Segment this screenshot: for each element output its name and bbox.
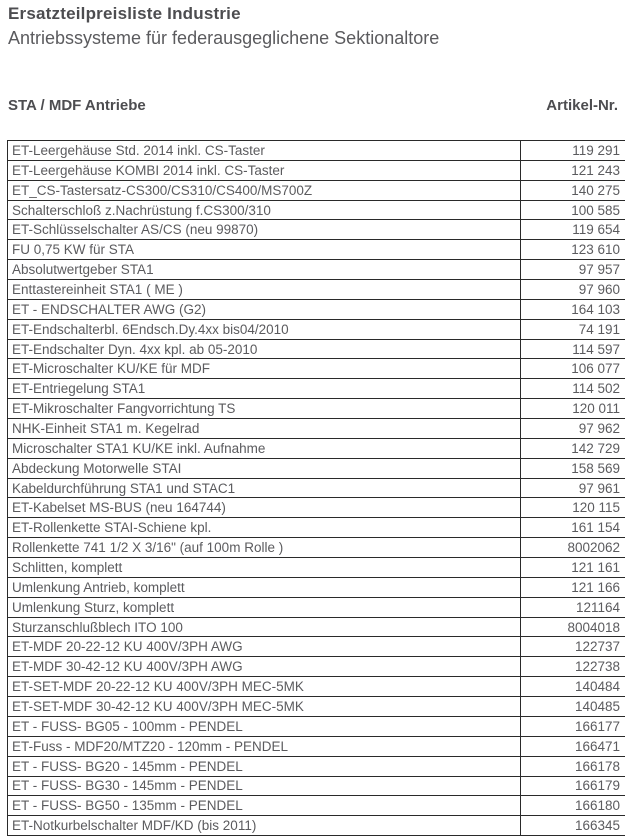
table-row [8,260,625,280]
artikel-nr-cell: 120 115 [572,500,620,516]
artikel-nr-cell: 122738 [574,659,620,675]
artikel-nr-cell: 119 654 [572,222,620,238]
item-name-cell: ET-SET-MDF 20-22-12 KU 400V/3PH MEC-5MK [8,677,521,696]
artikel-nr-cell: 97 962 [578,420,620,436]
item-name-cell: Enttastereinheit STA1 ( ME ) [8,280,521,299]
item-name-cell: Abdeckung Motorwelle STAI [8,459,521,478]
artikel-nr-cell: 166471 [574,738,620,754]
item-name-cell: ET - ENDSCHALTER AWG (G2) [8,300,521,319]
item-name-cell: ET-Schlüsselschalter AS/CS (neu 99870) [8,220,521,239]
table-row [8,320,625,340]
item-name-cell: ET - FUSS- BG05 - 100mm - PENDEL [8,717,521,736]
table-row [8,141,625,161]
table-row [8,578,625,598]
table-row [8,359,625,379]
artikel-nr-cell: 106 077 [571,361,620,377]
artikel-nr-cell: 140 275 [571,182,620,198]
artikel-nr-cell: 164 103 [571,301,620,317]
table-row [8,637,625,657]
item-name-cell: ET - FUSS- BG20 - 145mm - PENDEL [8,757,521,776]
table-row [8,498,625,518]
table-row [8,737,625,757]
artikel-nr-cell: 166177 [574,718,620,734]
table-row [8,796,625,816]
table-row [8,181,625,201]
artikel-nr-cell: 166180 [574,798,620,814]
item-name-cell: Schlitten, komplett [8,558,521,577]
table-row [8,816,625,835]
item-name-cell: ET-Leergehäuse Std. 2014 inkl. CS-Taster [8,141,521,160]
item-name-cell: Absolutwertgeber STA1 [8,260,521,279]
artikel-nr-cell: 158 569 [571,460,620,476]
table-row [8,518,625,538]
price-table [7,140,625,836]
item-name-cell: NHK-Einheit STA1 m. Kegelrad [8,419,521,438]
item-name-cell: ET-SET-MDF 30-42-12 KU 400V/3PH MEC-5MK [8,697,521,716]
artikel-nr-cell: 166179 [574,778,620,794]
artikel-nr-cell: 8004018 [567,619,620,635]
item-name-cell: ET - FUSS- BG50 - 135mm - PENDEL [8,796,521,815]
table-row [8,777,625,797]
item-name-cell: ET-Entriegelung STA1 [8,379,521,398]
table-row [8,479,625,499]
item-name-cell: Sturzanschlußblech ITO 100 [8,618,521,637]
artikel-nr-cell: 161 154 [571,520,620,536]
artikel-nr-cell: 120 011 [572,401,620,417]
table-row [8,240,625,260]
item-name-cell: ET-Notkurbelschalter MDF/KD (bis 2011) [8,816,521,835]
item-name-cell: ET-MDF 30-42-12 KU 400V/3PH AWG [8,657,521,676]
item-name-cell: ET-Leergehäuse KOMBI 2014 inkl. CS-Taster [8,161,521,180]
table-header-row [8,97,618,114]
artikel-nr-cell: 166345 [574,818,620,834]
artikel-nr-cell: 121 161 [571,559,620,575]
item-name-cell: ET - FUSS- BG30 - 145mm - PENDEL [8,777,521,796]
table-row [8,379,625,399]
artikel-nr-cell: 114 597 [572,341,620,357]
item-name-cell: ET-Mikroschalter Fangvorrichtung TS [8,399,521,418]
artikel-nr-cell: 121 166 [571,579,620,595]
table-row [8,419,625,439]
artikel-nr-cell: 97 961 [578,480,620,496]
table-row [8,717,625,737]
table-row [8,657,625,677]
artikel-nr-cell: 121 243 [571,162,620,178]
table-row [8,697,625,717]
item-name-cell: ET-Endschalter Dyn. 4xx kpl. ab 05-2010 [8,340,521,359]
table-row [8,677,625,697]
table-row [8,220,625,240]
table-row [8,598,625,618]
item-name-cell: ET_CS-Tastersatz-CS300/CS310/CS400/MS700Z [8,181,521,200]
item-name-cell: Microschalter STA1 KU/KE inkl. Aufnahme [8,439,521,458]
item-name-cell: Umlenkung Sturz, komplett [8,598,521,617]
artikel-nr-cell: 100 585 [571,202,620,218]
table-row [8,538,625,558]
artikel-nr-cell: 122737 [574,639,620,655]
artikel-nr-cell: 97 960 [578,281,620,297]
table-row [8,340,625,360]
table-row [8,459,625,479]
artikel-nr-cell: 121164 [575,599,620,615]
table-row [8,757,625,777]
artikel-nr-cell: 142 729 [571,440,620,456]
table-row [8,161,625,181]
artikel-nr-cell: 140485 [574,698,620,714]
table-row [8,399,625,419]
item-name-cell: ET-Microschalter KU/KE für MDF [8,359,521,378]
item-name-cell: Umlenkung Antrieb, komplett [8,578,521,597]
item-name-cell: ET-Fuss - MDF20/MTZ20 - 120mm - PENDEL [8,737,521,756]
item-name-cell: ET-Endschalterbl. 6Endsch.Dy.4xx bis04/2010 [8,320,521,339]
item-name-cell: ET-Rollenkette STAI-Schiene kpl. [8,518,521,537]
item-name-cell: Rollenkette 741 1/2 X 3/16" (auf 100m Rolle ) [8,538,521,557]
table-row [8,618,625,638]
table-row [8,558,625,578]
artikel-nr-cell: 166178 [574,758,620,774]
table-row [8,300,625,320]
artikel-nr-cell: 74 191 [578,321,620,337]
artikel-nr-cell: 140484 [574,679,620,695]
section-title: STA / MDF Antriebe [8,97,146,114]
artikel-nr-cell: 97 957 [578,262,620,278]
item-name-cell: Kabeldurchführung STA1 und STAC1 [8,479,521,498]
artikel-nr-cell: 119 291 [572,142,620,158]
item-name-cell: ET-MDF 20-22-12 KU 400V/3PH AWG [8,637,521,656]
item-name-cell: FU 0,75 KW für STA [8,240,521,259]
table-row [8,201,625,221]
document-subtitle: Antriebssysteme für federausgeglichene Sektionaltore [8,28,440,48]
artikel-nr-cell: 123 610 [571,242,620,258]
table-row [8,280,625,300]
artikel-nr-cell: 8002062 [567,540,620,556]
artikel-nr-cell: 114 502 [572,381,620,397]
document-title: Ersatzteilpreisliste Industrie [8,4,241,23]
table-row [8,439,625,459]
artikel-column-header: Artikel-Nr. [546,97,618,114]
item-name-cell: ET-Kabelset MS-BUS (neu 164744) [8,498,521,517]
item-name-cell: Schalterschloß z.Nachrüstung f.CS300/310 [8,201,521,220]
